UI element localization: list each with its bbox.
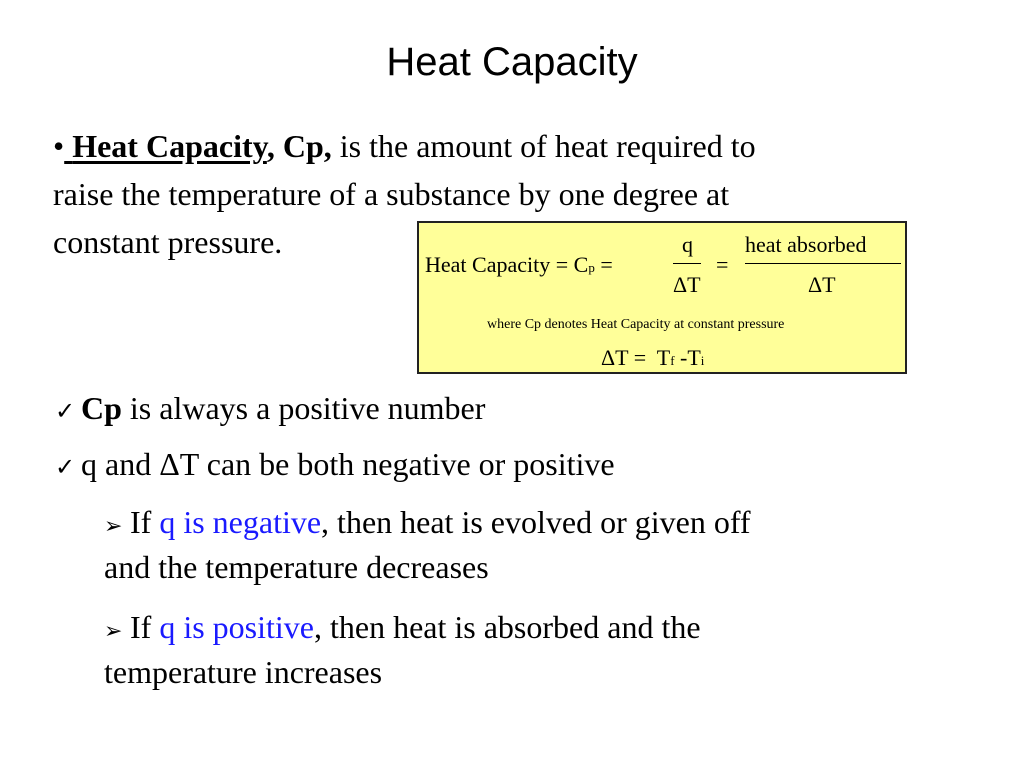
symbol-cp: Cp, [282, 128, 332, 164]
check-1-bold: Cp [81, 390, 122, 426]
definition-line-1 [53, 122, 953, 170]
check-2-text: q and ΔT can be both negative or positive [81, 446, 615, 482]
fraction-1-numerator: q [682, 232, 693, 257]
definition-line-2: raise the temperature of a substance by one degree at [53, 176, 730, 212]
definition-text-1: is the amount of heat required to [331, 128, 756, 164]
term-heat-capacity: Heat Capacity [72, 128, 267, 164]
check-1-text: is always a positive number [121, 390, 486, 426]
fraction-2-bar [745, 263, 901, 264]
arrow-bullet-icon: ➢ [104, 619, 123, 644]
sub-bullet-2-line-2: temperature increases [104, 654, 383, 690]
checkmark-icon: ✓ [55, 397, 76, 425]
bullet: • [53, 128, 65, 164]
definition-line-3: constant pressure. [53, 224, 283, 260]
formula-lhs: Heat Capacity = Cp = [425, 252, 613, 277]
highlight-negative: q is negative [159, 504, 322, 540]
checkmark-icon: ✓ [55, 453, 76, 481]
arrow-bullet-icon: ➢ [104, 514, 123, 539]
highlight-positive: q is positive [159, 609, 314, 645]
sub-bullet-1-line-1: ➢ If q is negative, then heat is evolved or given off [104, 502, 984, 547]
fraction-1-denominator: ΔT [673, 272, 701, 297]
sub-bullet-1 [104, 502, 984, 587]
sub-bullet-2 [104, 607, 984, 692]
fraction-1-bar [673, 263, 701, 264]
sub-bullet-2-line-1: ➢ If q is positive, then heat is absorbed and the [104, 607, 984, 652]
check-item-2 [55, 444, 615, 487]
formula-note: where Cp denotes Heat Capacity at constant pressure [487, 317, 785, 332]
fraction-2-numerator: heat absorbed [745, 232, 867, 257]
term-separator: , [266, 128, 275, 164]
equals-sign: = [716, 252, 729, 277]
check-item-1 [55, 388, 485, 431]
formula-box [417, 221, 907, 374]
sub-bullet-1-line-2: and the temperature decreases [104, 549, 489, 585]
delta-t-definition: ΔT = Tf -Ti [601, 345, 705, 370]
slide-title: Heat Capacity [386, 40, 638, 84]
fraction-2-denominator: ΔT [808, 272, 836, 297]
